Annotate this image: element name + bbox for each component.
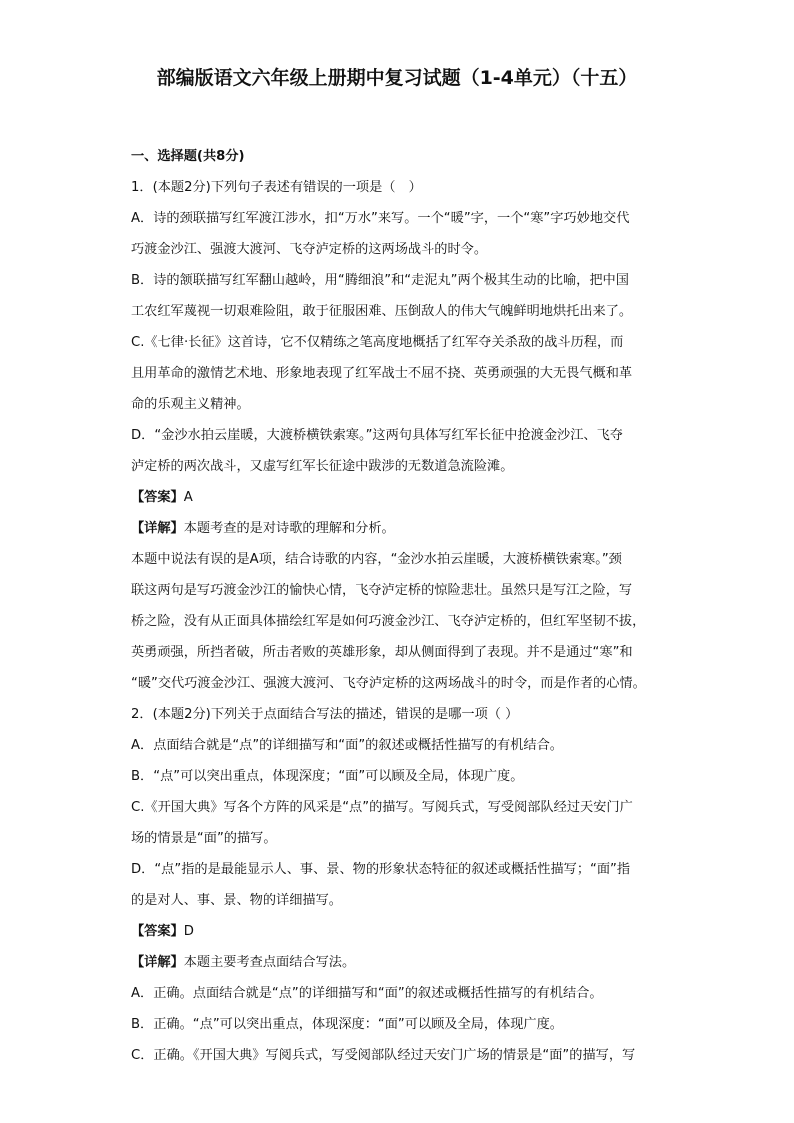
detail-intro: 本题考查的是对诗歌的理解和分析。 [183,521,395,536]
question-2-option-d-line: D．“点”指的是最能显示人、事、景、物的形象状态特征的叙述或概括性描写；“面”指 [131,862,631,877]
answer-tag: 【答案】 [131,924,184,939]
answer-value: A [183,490,193,505]
question-2-detail [131,947,663,978]
question-2-detail-c: C．正确。《开国大典》写阅兵式，写受阅部队经过天安门广场的情景是“面”的描写，写 [131,1048,636,1063]
question-2-answer [131,916,663,947]
question-1-answer [131,482,663,513]
question-1-detail-line: “暖”交代巧渡金沙江、强渡大渡河、飞夺泸定桥的这两场战斗的时令，而是作者的心情。 [131,676,646,691]
question-1-stem: 1．(本题2分)下列句子表述有错误的一项是（ ） [131,180,422,195]
question-1-option-d-line: 泸定桥的两次战斗，又虚写红军长征途中跋涉的无数道急流险滩。 [131,459,514,474]
question-2-option-c-line: C.《开国大典》写各个方阵的风采是“点”的描写。写阅兵式，写受阅部队经过天安门广 [131,800,633,815]
question-1-detail [131,513,663,544]
question-1-detail-line: 桥之险，没有从正面具体描绘红军是如何巧渡金沙江、飞夺泸定桥的，但红军坚韧不拔， [131,614,646,629]
detail-intro: 本题主要考查点面结合写法。 [183,955,356,970]
question-1-option-a-line: A．诗的颈联描写红军渡江涉水，扣“万水”来写。一个“暖”字，一个“寒”字巧妙地交代 [131,211,630,226]
question-2-detail-a: A．正确。点面结合就是“点”的详细描写和“面”的叙述或概括性描写的有机结合。 [131,986,603,1001]
question-2-option-d-line: 的是对人、事、景、物的详细描写。 [131,893,342,908]
question-1-option-c-line: C.《七律·长征》这首诗，它不仅精练之笔高度地概括了红军夺关杀敌的战斗历程，而 [131,335,624,350]
question-1-option-a-line: 巧渡金沙江、强渡大渡河、飞夺泸定桥的这两场战斗的时令。 [131,242,488,257]
question-1-detail-line: 英勇顽强，所挡者破，所击者败的英雄形象，却从侧面得到了表现。并不是通过“寒”和 [131,645,633,660]
question-2-option-a: A．点面结合就是“点”的详细描写和“面”的叙述或概括性描写的有机结合。 [131,738,563,753]
answer-tag: 【答案】 [131,490,184,505]
detail-tag: 【详解】 [131,521,184,536]
question-2-detail-b: B．正确。“点”可以突出重点，体现深度：“面”可以顾及全局，体现广度。 [131,1017,563,1032]
section-heading: 一、选择题(共8分) [131,149,245,164]
document-title: 部编版语文六年级上册期中复习试题（1-4单元）（十五） [156,67,638,89]
question-2-stem: 2．(本题2分)下列关于点面结合写法的描述，错误的是哪一项（ ） [131,707,519,722]
question-1-option-b-line: B．诗的颔联描写红军翻山越岭，用“腾细浪”和“走泥丸”两个极其生动的比喻，把中国 [131,273,629,288]
question-1-detail-line: 联这两句是写巧渡金沙江的愉快心情，飞夺泸定桥的惊险悲壮。虽然只是写江之险，写 [131,583,633,598]
question-1-detail-line: 本题中说法有误的是A项，结合诗歌的内容，“金沙水拍云崖暖，大渡桥横铁索寒。”颈 [131,552,622,567]
question-1-option-d-line: D．“金沙水拍云崖暖，大渡桥横铁索寒。”这两句具体写红军长征中抢渡金沙江、飞夺 [131,428,623,443]
document-body [131,141,663,1071]
question-2-option-b: B．“点”可以突出重点，体现深度；“面”可以顾及全局，体现广度。 [131,769,524,784]
question-1-option-b-line: 工农红军蔑视一切艰难险阻，敢于征服困难、压倒敌人的伟大气魄鲜明地烘托出来了。 [131,304,633,319]
answer-value: D [183,924,194,939]
question-2-option-c-line: 场的情景是“面”的描写。 [131,831,277,846]
question-1-option-c-line: 命的乐观主义精神。 [131,397,250,412]
detail-tag: 【详解】 [131,955,184,970]
question-1-option-c-line: 且用革命的激情艺术地、形象地表现了红军战士不屈不挠、英勇顽强的大无畏气概和革 [131,366,633,381]
